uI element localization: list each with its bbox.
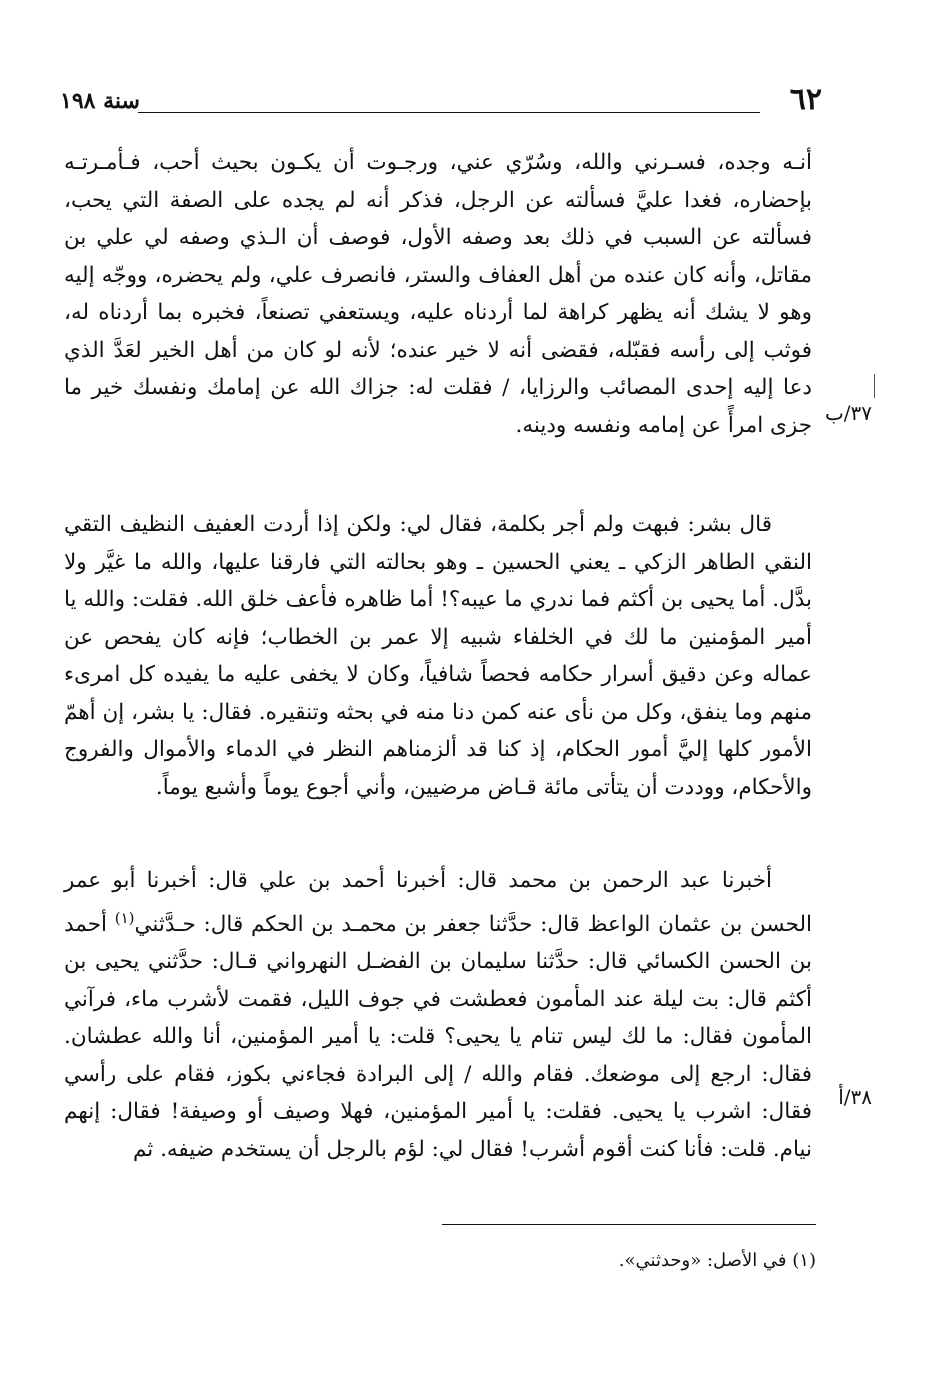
paragraph-1 — [64, 144, 812, 444]
running-head-year: سنة ١٩٨ — [60, 88, 140, 114]
manuscript-folio-ref-38a: ٣٨/أ — [838, 1085, 872, 1109]
manuscript-folio-ref-37b: ٣٧/ب — [824, 401, 872, 425]
paragraph-1-text: أنـه وجده، فسـرني والله، وسُرّي عني، ورجـوت أن يكـون بحيث أحب، فـأمـرتـه بإحضاره، فغدا عليَّ فسألته عن الرجل، فذكر أنه لم يجده على الصفة التي يحب، فسألته عن السبب في ذلك بعد وصفه الأول، فوصف أن الـذي وصفه لي علي بن مقاتل، وأنه كان عنده من أهل العفاف والستر، فانصرف علي، ولم يحضره، ووجّه إليه وهو لا يشك أنه يظهر كراهة لما أردناه عليه، ويستعفي تصنعاً، فخبره بما أردناه له، فوثب إلى رأسه فقبّله، فقضى أنه لا خير عنده؛ لأنه لو كان من أهل الخير لعَدَّ الذي دعا إليه إحدى المصائب والرزايا، / فقلت له: جزاك الله عن إمامك ونفسك خير ما جزى امرأً عن إمامه ونفسه ودينه. — [64, 150, 812, 438]
paragraph-3 — [64, 862, 812, 1168]
page-number: ٦٢ — [789, 82, 822, 117]
paragraph-3-text-before-note: أخبرنا عبد الرحمن بن محمد قال: أخبرنا أحمد بن علي قال: أخبرنا أبو عمر الحسن بن عثمان الواعظ قال: حدَّثنا جعفر بن محمـد بن الحكم قال: حـدَّثني — [64, 868, 812, 937]
header-rule — [138, 112, 760, 113]
footnote-rule — [442, 1224, 816, 1225]
paragraph-2-text: قال بشر: فبهت ولم أجر بكلمة، فقال لي: ولكن إذا أردت العفيف النظيف التقي النقي الطاهر الزكي ـ يعني الحسين ـ وهو بحالته التي فارقنا عليها، والله ما غيَّر ولا بدَّل. أما يحيى بن أكثم فما ندري ما عيبه؟! أما ظاهره فأعف خلق الله. فقلت: والله يا أمير المؤمنين ما لك في الخلفاء شبيه إلا عمر بن الخطاب؛ فإنه كان يفحص عن عماله وعن دقيق أسرار حكامه فحصاً شافياً، وكان لا يخفى عليه ما يفيده كل امرىء منهم وما ينفق، وكل من نأى عنه كمن دنا منه في بحثه وتنقيره. فقال: يا بشر، إن أهمّ الأمور كلها إليَّ أمور الحكام، إذ كنا قد ألزمناهم النظر في الدماء والأموال والفروج والأحكام، ووددت أن يتأتى مائة قـاض مرضيين، وأني أجوع يوماً وأشبع يوماً. — [64, 512, 812, 800]
paragraph-3-text — [64, 862, 812, 1168]
margin-tick — [874, 374, 875, 398]
footnote-marker: (١) — [114, 908, 135, 927]
page-header — [60, 82, 822, 122]
paragraph-3-text-after-note: أحمد بن الحسن الكسائي قال: حدَّثنا سليمان بن الفضـل النهرواني قـال: حدَّثني يحيى بن أكثم قال: بت ليلة عند المأمون فعطشت في جوف الليل، فقمت لأشرب ماء، فرآني المأمون فقال: ما لك ليس تنام يا يحيى؟ قلت: يا أمير المؤمنين، أنا والله عطشان. فقال: ارجع إلى موضعك. فقام والله / إلى البرادة فجاءني بكوز، فقام على رأسي فقال: اشرب يا يحيى. فقلت: يا أمير المؤمنين، فهلا وصيف أو وصيفة! فقال: إنهم نيام. قلت: فأنا كنت أقوم أشرب! فقال لي: لؤم بالرجل أن يستخدم ضيفه. ثم — [64, 911, 812, 1162]
paragraph-2 — [64, 506, 812, 806]
footnote: (١) في الأصل: «وحدثني». — [618, 1250, 816, 1271]
